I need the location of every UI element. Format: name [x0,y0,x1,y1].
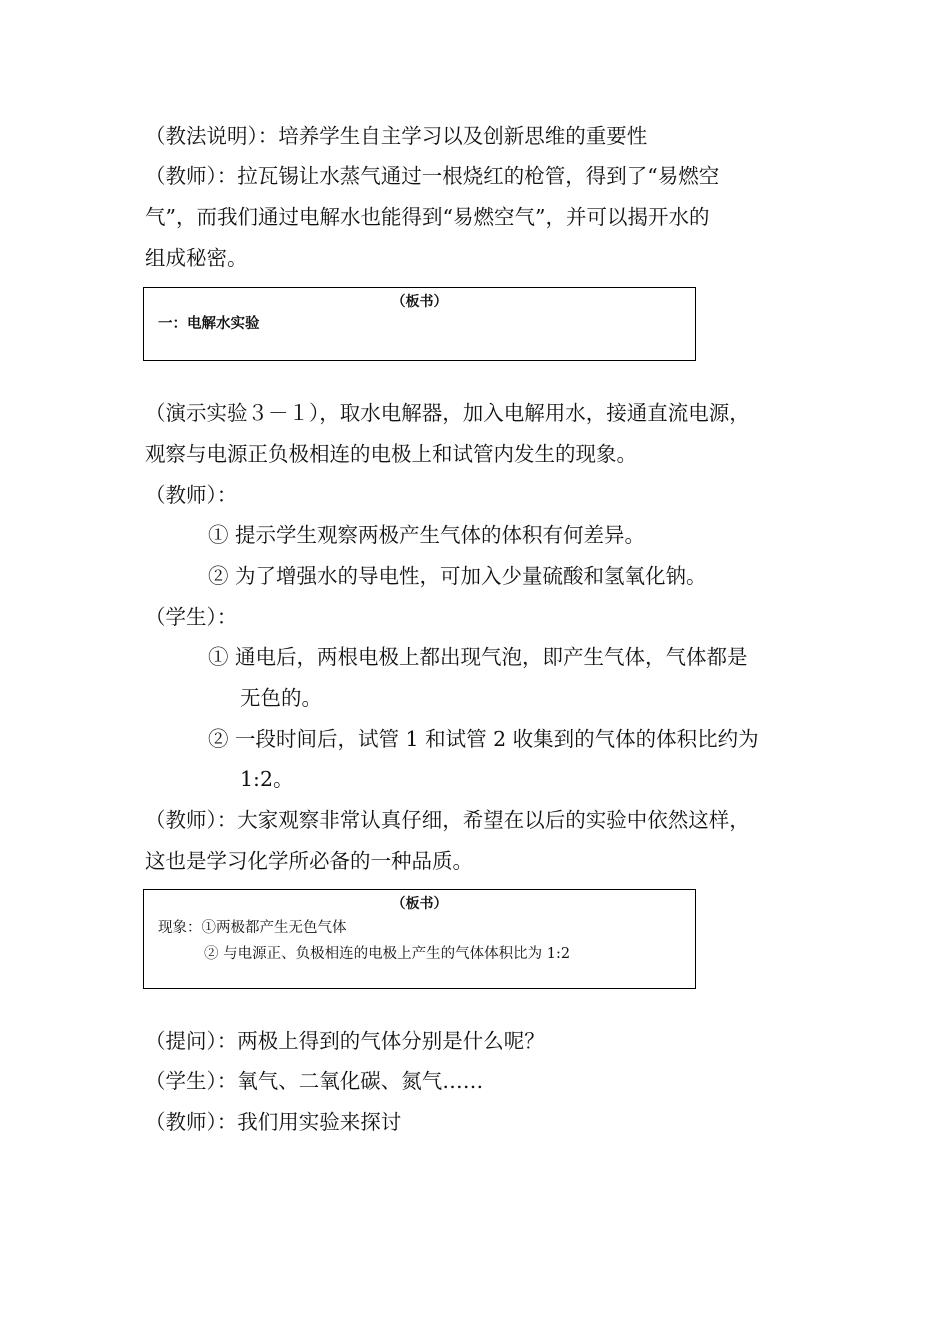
teacher-paragraph-line: 这也是学习化学所必备的一种品质。 [145,849,473,873]
experiment-paragraph-line: （演示实验３－１），取水电解器，加入电解用水，接通直流电源， [145,401,750,425]
list-item-continued: 无色的。 [240,686,322,710]
blackboard-box-1 [143,287,696,361]
list-item: ① 提示学生观察两极产生气体的体积有何差异。 [208,523,646,547]
teacher-line: （教师）：我们用实验来探讨 [145,1110,402,1134]
teacher-paragraph-line: 气”，而我们通过电解水也能得到“易燃空气”，并可以揭开水的 [145,205,710,229]
student-answer-line: （学生）：氧气、二氧化碳、氮气…… [145,1069,484,1093]
student-label: （学生）： [145,605,238,629]
teacher-paragraph-line: 组成秘密。 [145,246,248,270]
board-title: （板书） [391,294,448,310]
board-line: ② 与电源正、负极相连的电极上产生的气体体积比为 1:2 [204,946,571,962]
list-item: ② 一段时间后，试管 1 和试管 2 收集到的气体的体积比约为 [208,727,759,751]
board-title: （板书） [391,896,448,912]
list-item: ② 为了增强水的导电性，可加入少量硫酸和氢氧化钠。 [208,564,707,588]
question-line: （提问）：两极上得到的气体分别是什么呢？ [145,1029,545,1053]
experiment-paragraph-line: 观察与电源正负极相连的电极上和试管内发生的现象。 [145,442,637,466]
blackboard-box-2 [143,889,696,989]
board-line: 一：电解水实验 [158,315,260,332]
teacher-paragraph-line: （教师）：大家观察非常认真仔细，希望在以后的实验中依然这样， [145,808,750,832]
list-item: ① 通电后，两根电极上都出现气泡，即产生气体，气体都是 [208,645,748,669]
teacher-label: （教师）： [145,483,238,507]
teacher-paragraph-line: （教师）：拉瓦锡让水蒸气通过一根烧红的枪管，得到了“易燃空 [145,164,720,188]
teaching-note: （教法说明）：培养学生自主学习以及创新思维的重要性 [145,124,648,148]
board-line: 现象：①两极都产生无色气体 [158,920,347,936]
list-item-continued: 1:2。 [240,767,294,791]
